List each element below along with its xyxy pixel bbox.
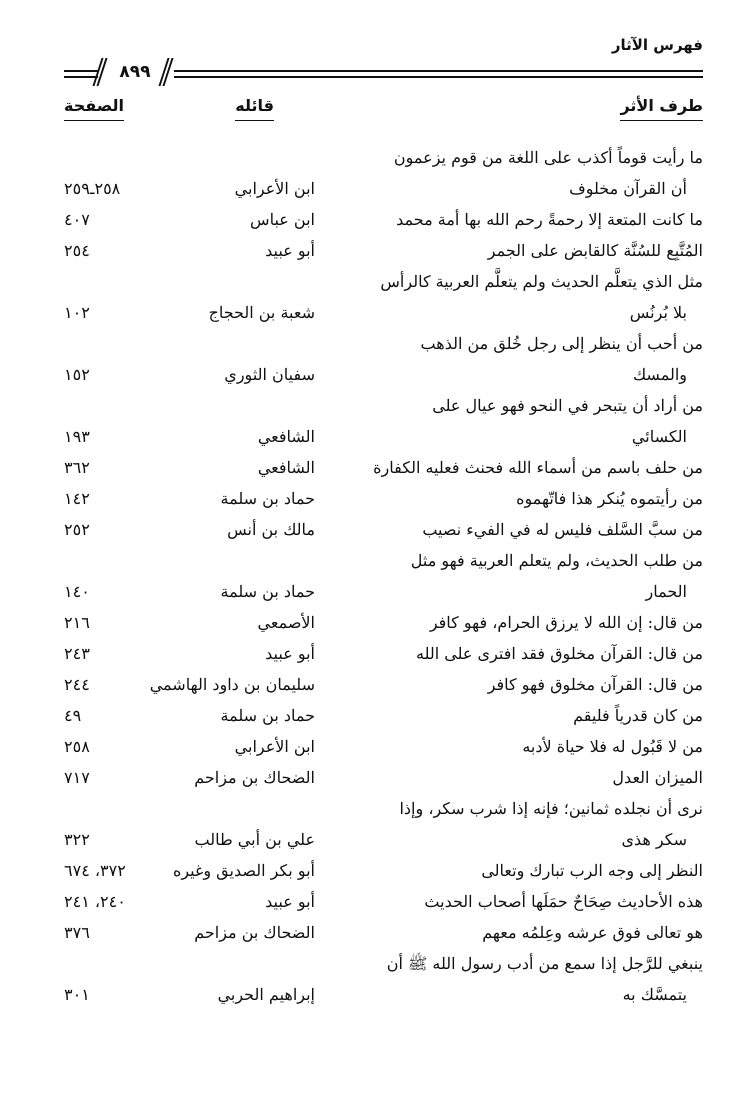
entry-page-ref: ١٩٣ bbox=[64, 427, 90, 446]
entry-page-ref: ٢٥٢ bbox=[64, 520, 90, 539]
entry-page-ref: ٢٥٤ bbox=[64, 241, 90, 260]
entry-text bbox=[343, 948, 703, 1010]
entry-text bbox=[343, 390, 703, 452]
index-entry bbox=[0, 235, 751, 266]
entry-text-main: من سبَّ السَّلف فليس له في الفيء نصيب bbox=[422, 520, 703, 539]
entry-page-ref: ١٠٢ bbox=[64, 303, 90, 322]
column-header-page-label: الصفحة bbox=[64, 96, 125, 115]
entry-text-main: من قال: القرآن مخلوق فقد افترى على الله bbox=[416, 644, 703, 663]
entry-text bbox=[343, 793, 703, 855]
entry-text bbox=[343, 204, 703, 235]
entry-text-main: من كان قدرياً فليقم bbox=[573, 706, 703, 725]
column-header-atar bbox=[620, 96, 703, 121]
entry-page-ref: ٢٥٨ bbox=[64, 737, 90, 756]
entry-text-main: نرى أن نجلده ثمانين؛ فإنه إذا شرب سكر، وإذا bbox=[399, 799, 703, 818]
entry-page-ref: ٧١٧ bbox=[64, 768, 90, 787]
page-number: ٨٩٩ bbox=[119, 62, 151, 82]
header-rule-right bbox=[174, 70, 703, 72]
entry-narrator: أبو عبيد bbox=[265, 241, 315, 260]
entry-text-main: هو تعالى فوق عرشه وعِلمُه معهم bbox=[482, 923, 703, 942]
entry-page-ref: ٢٤٠، ٢٤١ bbox=[64, 892, 126, 911]
index-entry bbox=[0, 328, 751, 390]
entry-narrator: حماد بن سلمة bbox=[220, 582, 315, 601]
entry-narrator: حماد بن سلمة bbox=[220, 489, 315, 508]
entry-text-main: ينبغي للرَّجل إذا سمع من أدب رسول الله ﷺ أن bbox=[386, 954, 703, 973]
entry-narrator: الشافعي bbox=[257, 427, 315, 446]
entry-narrator: الشافعي bbox=[257, 458, 315, 477]
entry-narrator: أبو عبيد bbox=[265, 644, 315, 663]
entry-text-main: من لا قَبُول له فلا حياة لأدبه bbox=[522, 737, 703, 756]
entry-text bbox=[343, 266, 703, 328]
index-entry bbox=[0, 514, 751, 545]
entry-narrator: الضحاك بن مزاحم bbox=[194, 923, 315, 942]
entry-page-ref: ٣٠١ bbox=[64, 985, 90, 1004]
entry-text-main: من رأيتموه يُنكر هذا فاتّهموه bbox=[516, 489, 703, 508]
column-header-qaail-underline bbox=[235, 120, 274, 121]
entry-text bbox=[343, 731, 703, 762]
index-entry bbox=[0, 762, 751, 793]
column-header-atar-underline bbox=[620, 120, 703, 121]
entry-text bbox=[343, 762, 703, 793]
entry-text-main: من حلف باسم من أسماء الله فحنث فعليه الكفارة bbox=[373, 458, 703, 477]
entry-text bbox=[343, 142, 703, 204]
entry-text-main: من طلب الحديث، ولم يتعلم العربية فهو مثل bbox=[410, 551, 703, 570]
header-rule-left bbox=[64, 70, 98, 72]
entry-page-ref: ٣٧٦ bbox=[64, 923, 90, 942]
index-entry bbox=[0, 669, 751, 700]
entry-page-ref: ٣٢٢ bbox=[64, 830, 90, 849]
entry-text bbox=[343, 545, 703, 607]
entry-text-main: المُتَّبِع للسُنَّة كالقابض على الجمر bbox=[487, 241, 703, 260]
entry-text-continuation: بلا بُرنُس bbox=[629, 303, 687, 322]
entry-page-ref: ٤٩ bbox=[64, 706, 82, 725]
entry-page-ref: ٢٤٣ bbox=[64, 644, 90, 663]
entry-text-continuation: الكسائي bbox=[631, 427, 687, 446]
header-rule-left-2 bbox=[64, 76, 98, 78]
entry-text bbox=[343, 607, 703, 638]
entry-page-ref: ٢١٦ bbox=[64, 613, 90, 632]
index-entry bbox=[0, 948, 751, 1010]
entry-text bbox=[343, 886, 703, 917]
entry-text-continuation: أن القرآن مخلوف bbox=[569, 179, 687, 198]
index-entry bbox=[0, 638, 751, 669]
entry-page-ref: ٣٦٢ bbox=[64, 458, 90, 477]
entry-text bbox=[343, 855, 703, 886]
entry-text-main: من أراد أن يتبحر في النحو فهو عيال على bbox=[432, 396, 703, 415]
entry-page-ref: ١٤٠ bbox=[64, 582, 90, 601]
entry-page-ref: ٢٤٤ bbox=[64, 675, 90, 694]
index-entry bbox=[0, 452, 751, 483]
entry-narrator: إبراهيم الحربي bbox=[217, 985, 315, 1004]
entry-page-ref: ١٥٢ bbox=[64, 365, 90, 384]
entry-narrator: سليمان بن داود الهاشمي bbox=[149, 675, 315, 694]
entry-text-main: هذه الأحاديث صِحَاحٌ حمَلَها أصحاب الحديث bbox=[424, 892, 703, 911]
entry-text bbox=[343, 328, 703, 390]
entry-page-ref: ١٤٢ bbox=[64, 489, 90, 508]
entry-text-continuation: يتمسَّك به bbox=[622, 985, 687, 1004]
entry-narrator: علي بن أبي طالب bbox=[194, 830, 315, 849]
entry-page-ref: ٢٥٨ـ٢٥٩ bbox=[64, 179, 121, 198]
entry-page-ref: ٣٧٢، ٦٧٤ bbox=[64, 861, 126, 880]
entry-narrator: ابن عباس bbox=[250, 210, 315, 229]
entry-narrator: الأصمعي bbox=[257, 613, 315, 632]
column-header-page bbox=[64, 96, 124, 121]
entry-page-ref: ٤٠٧ bbox=[64, 210, 90, 229]
entry-narrator: حماد بن سلمة bbox=[220, 706, 315, 725]
index-entry bbox=[0, 917, 751, 948]
column-header-qaail-label: قائله bbox=[235, 96, 274, 115]
index-entry bbox=[0, 204, 751, 235]
entry-text-continuation: سكر هذى bbox=[621, 830, 687, 849]
entry-text-main: ما كانت المتعة إلا رحمةً رحم الله بها أمة محمد bbox=[396, 210, 703, 229]
column-header-page-underline bbox=[64, 120, 124, 121]
index-entry bbox=[0, 731, 751, 762]
index-entry bbox=[0, 545, 751, 607]
entry-narrator: مالك بن أنس bbox=[227, 520, 315, 539]
index-entry bbox=[0, 607, 751, 638]
entry-text bbox=[343, 514, 703, 545]
entry-text-main: النظر إلى وجه الرب تبارك وتعالى bbox=[481, 861, 703, 880]
entry-text bbox=[343, 917, 703, 948]
entry-text bbox=[343, 669, 703, 700]
index-entry bbox=[0, 793, 751, 855]
entry-narrator: أبو عبيد bbox=[265, 892, 315, 911]
entry-narrator: الضحاك بن مزاحم bbox=[194, 768, 315, 787]
index-entry bbox=[0, 483, 751, 514]
entry-text bbox=[343, 235, 703, 266]
header-ornament-right bbox=[162, 58, 172, 86]
entry-narrator: ابن الأعرابي bbox=[234, 179, 315, 198]
index-entry bbox=[0, 855, 751, 886]
running-title: فهرس الآثار bbox=[611, 36, 703, 54]
index-entry bbox=[0, 886, 751, 917]
entry-text bbox=[343, 638, 703, 669]
entry-text-main: الميزان العدل bbox=[612, 768, 703, 787]
entry-narrator: ابن الأعرابي bbox=[234, 737, 315, 756]
index-entry bbox=[0, 700, 751, 731]
entry-narrator: أبو بكر الصديق وغيره bbox=[172, 861, 315, 880]
entry-text-main: من قال: القرآن مخلوق فهو كافر bbox=[487, 675, 703, 694]
entry-text bbox=[343, 452, 703, 483]
entry-text-main: ما رأيت قوماً أكذب على اللغة من قوم يزعمون bbox=[393, 148, 703, 167]
entry-text bbox=[343, 700, 703, 731]
entry-text bbox=[343, 483, 703, 514]
entry-text-main: مثل الذي يتعلَّم الحديث ولم يتعلَّم العربية كالرأس bbox=[380, 272, 703, 291]
column-header-atar-label: طرف الأثر bbox=[620, 96, 703, 115]
entry-text-main: من أحب أن ينظر إلى رجل خُلق من الذهب bbox=[420, 334, 703, 353]
entry-text-continuation: والمسك bbox=[632, 365, 687, 384]
index-entry bbox=[0, 390, 751, 452]
column-header-qaail bbox=[235, 96, 274, 121]
entry-text-continuation: الحمار bbox=[645, 582, 687, 601]
header-rule-right-2 bbox=[174, 76, 703, 78]
index-entry bbox=[0, 142, 751, 204]
entry-narrator: شعبة بن الحجاج bbox=[208, 303, 315, 322]
entry-text-main: من قال: إن الله لا يرزق الحرام، فهو كافر bbox=[429, 613, 703, 632]
index-entry bbox=[0, 266, 751, 328]
entry-narrator: سفيان الثوري bbox=[224, 365, 315, 384]
